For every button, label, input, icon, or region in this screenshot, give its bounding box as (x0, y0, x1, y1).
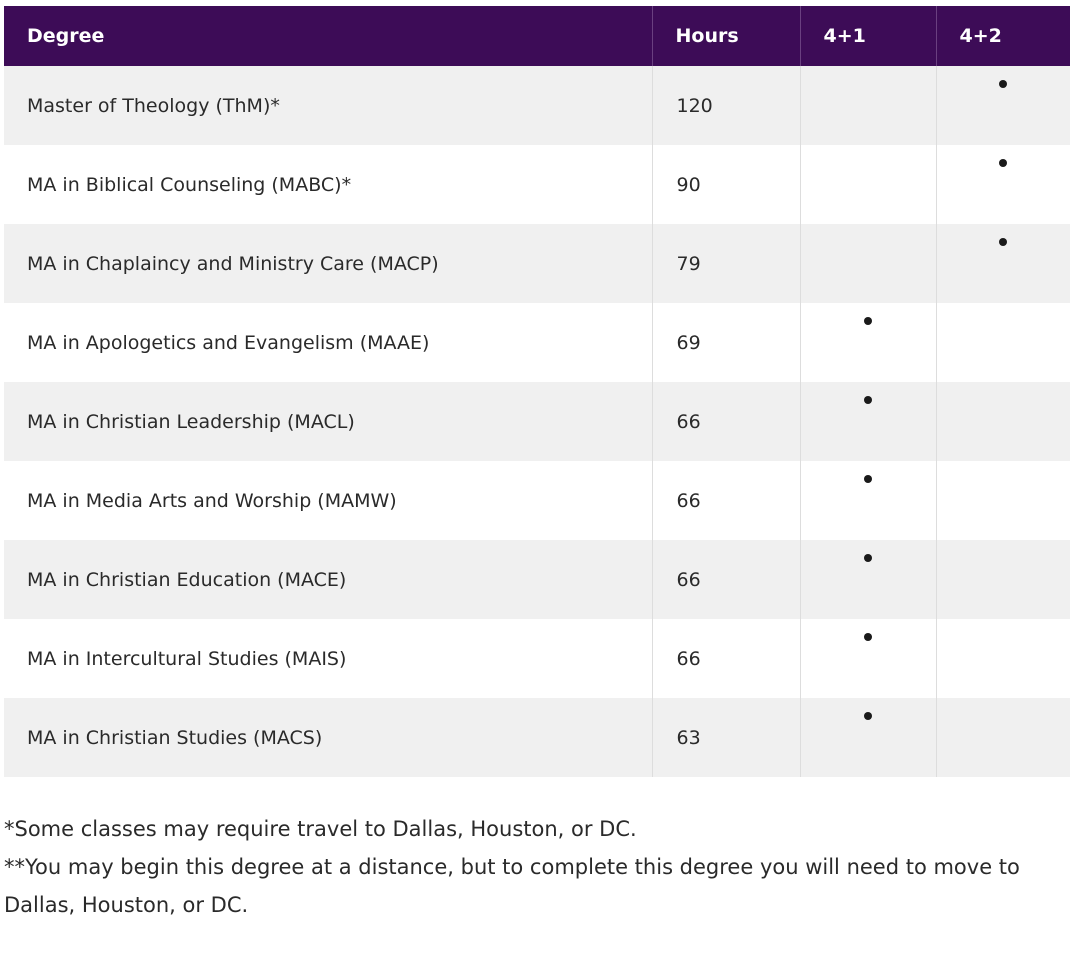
table-row (4, 619, 1070, 698)
table-row (4, 698, 1070, 777)
cell-4plus1 (800, 303, 936, 382)
degree-table (4, 6, 1070, 777)
credit-hours: 63 (652, 698, 800, 777)
cell-4plus1 (800, 145, 936, 224)
cell-4plus2 (936, 303, 1070, 382)
cell-4plus1 (800, 540, 936, 619)
table-header (4, 6, 1070, 66)
footnotes (4, 810, 1072, 924)
degree-name: MA in Chaplaincy and Ministry Care (MACP) (4, 224, 652, 303)
cell-4plus2 (936, 698, 1070, 777)
bullet-icon (999, 238, 1007, 246)
header-hours: Hours (652, 6, 800, 66)
degree-name: Master of Theology (ThM)* (4, 66, 652, 145)
credit-hours: 69 (652, 303, 800, 382)
bullet-icon (864, 554, 872, 562)
credit-hours: 66 (652, 540, 800, 619)
table-row (4, 66, 1070, 145)
bullet-icon (864, 396, 872, 404)
cell-4plus1 (800, 619, 936, 698)
table-row (4, 382, 1070, 461)
footnote-single-asterisk: *Some classes may require travel to Dallas, Houston, or DC. (4, 817, 637, 841)
footnote-double-asterisk: **You may begin this degree at a distance, but to complete this degree you will need to move to Dallas, Houston, or DC. (4, 855, 1020, 917)
degree-name: MA in Christian Education (MACE) (4, 540, 652, 619)
header-4plus1: 4+1 (800, 6, 936, 66)
bullet-icon (864, 633, 872, 641)
degree-name: MA in Apologetics and Evangelism (MAAE) (4, 303, 652, 382)
cell-4plus1 (800, 461, 936, 540)
bullet-icon (999, 159, 1007, 167)
credit-hours: 66 (652, 461, 800, 540)
bullet-icon (999, 80, 1007, 88)
cell-4plus2 (936, 461, 1070, 540)
degree-name: MA in Media Arts and Worship (MAMW) (4, 461, 652, 540)
cell-4plus1 (800, 382, 936, 461)
table-body (4, 66, 1070, 777)
cell-4plus2 (936, 145, 1070, 224)
cell-4plus2 (936, 66, 1070, 145)
credit-hours: 79 (652, 224, 800, 303)
header-row (4, 6, 1070, 66)
cell-4plus2 (936, 224, 1070, 303)
credit-hours: 90 (652, 145, 800, 224)
table-row (4, 303, 1070, 382)
cell-4plus2 (936, 540, 1070, 619)
bullet-icon (864, 712, 872, 720)
cell-4plus1 (800, 224, 936, 303)
cell-4plus2 (936, 619, 1070, 698)
degree-name: MA in Christian Leadership (MACL) (4, 382, 652, 461)
bullet-icon (864, 475, 872, 483)
header-degree: Degree (4, 6, 652, 66)
table-row (4, 145, 1070, 224)
table-row (4, 461, 1070, 540)
credit-hours: 66 (652, 619, 800, 698)
table-row (4, 540, 1070, 619)
degree-name: MA in Intercultural Studies (MAIS) (4, 619, 652, 698)
bullet-icon (864, 317, 872, 325)
degree-name: MA in Biblical Counseling (MABC)* (4, 145, 652, 224)
credit-hours: 120 (652, 66, 800, 145)
header-4plus2: 4+2 (959, 25, 1002, 47)
table-row (4, 224, 1070, 303)
credit-hours: 66 (652, 382, 800, 461)
cell-4plus1 (800, 698, 936, 777)
cell-4plus2 (936, 382, 1070, 461)
degree-name: MA in Christian Studies (MACS) (4, 698, 652, 777)
cell-4plus1 (800, 66, 936, 145)
